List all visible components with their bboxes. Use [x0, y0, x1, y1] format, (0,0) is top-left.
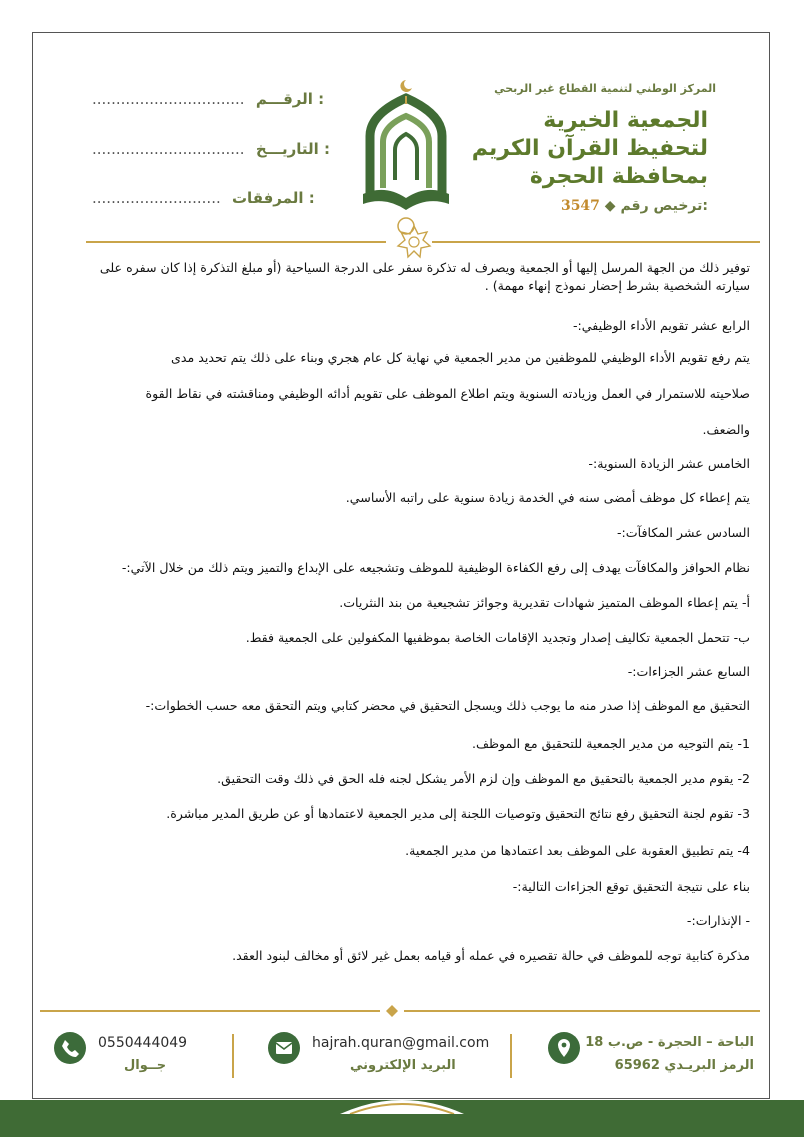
phone-label: جــوال — [124, 1058, 167, 1073]
address: الباحة – الحجرة - ص.ب 18 — [585, 1035, 754, 1050]
license-label: ◆ ترخيص رقم: — [604, 198, 708, 214]
footer-arch-ornament — [340, 1094, 464, 1114]
mail-icon — [268, 1032, 300, 1064]
section-15-title: الخامس عشر الزيادة السنوية:- — [588, 456, 750, 471]
date-field — [92, 140, 330, 158]
section-15-line1: يتم إعطاء كل موظف أمضى سنه في الخدمة زيادة سنوية على راتبه الأساسي. — [345, 490, 750, 505]
section-14-line3: والضعف. — [702, 422, 750, 437]
phone-icon — [54, 1032, 86, 1064]
email-label: البريد الإلكتروني — [350, 1058, 456, 1073]
footer-rule-left — [40, 1010, 380, 1012]
section-17-line1: التحقيق مع الموظف إذا صدر منه ما يوجب ذلك ويسجل التحقيق في محضر كتابي ويتم التحقق معه حسب الخطوات:- — [145, 698, 750, 713]
phone-number: 0550444049 — [98, 1035, 188, 1051]
org-name-line2: لتحفيظ القرآن الكريم — [471, 136, 708, 161]
section-17-step1: 1- يتم التوجيه من مدير الجمعية للتحقيق مع الموظف. — [471, 736, 750, 751]
section-14-line1: يتم رفع تقويم الأداء الوظيفي للموظفين من مدير الجمعية في نهاية كل عام هجري وبناء على ذلك يتم تحديد مدى — [171, 350, 750, 365]
warnings-line1: مذكرة كتابية توجه للموظف في حالة تقصيره في عمله أو قيامه بعمل غير لائق أو مخالف لبنود العقد. — [232, 948, 750, 963]
association-logo — [345, 76, 467, 236]
number-field — [92, 90, 324, 108]
section-16-item-b: ب- تتحمل الجمعية تكاليف إصدار وتجديد الإقامات الخاصة بموظفيها المكفولين على الجمعية فقط. — [245, 630, 750, 645]
postal-code: الرمز البريـدي 65962 — [614, 1058, 754, 1073]
footer-rule-right — [404, 1010, 760, 1012]
date-label: التاريـــخ : — [255, 140, 331, 158]
footer-separator-2 — [510, 1034, 512, 1078]
number-label: الرقـــم : — [255, 90, 325, 108]
section-14-title: الرابع عشر تقويم الأداء الوظيفي:- — [572, 318, 750, 333]
star-ornament-icon — [396, 224, 432, 260]
org-name-line1: الجمعية الخيرية — [543, 108, 708, 133]
diamond-ornament-icon — [385, 1004, 399, 1018]
date-dots: ................................ — [92, 140, 245, 158]
header-rule-left — [86, 241, 386, 243]
section-17-step3: 3- تقوم لجنة التحقيق رفع نتائج التحقيق وتوصيات اللجنة إلى مدير الجمعية لاعتمادها أو عن طريق المدير مباشرة. — [166, 806, 750, 821]
org-top: المركز الوطني لتنمية القطاع غير الربحي — [494, 82, 716, 95]
intro-paragraph: توفير ذلك من الجهة المرسل إليها أو الجمعية ويصرف له تذكرة سفر على الدرجة السياحية (أو مبلغ التذكرة إذا كان سفره على سيارته الشخصية بشرط إحضار نموذج إنهاء مهمة) . — [99, 260, 750, 293]
section-16-title: السادس عشر المكافآت:- — [616, 525, 750, 540]
section-17-step2: 2- يقوم مدير الجمعية بالتحقيق مع الموظف وإن لزم الأمر يشكل لجنه فله الحق في ذلك وقت التحقيق. — [217, 771, 750, 786]
footer-separator-1 — [232, 1034, 234, 1078]
number-dots: ................................ — [92, 90, 245, 108]
section-17-step4: 4- يتم تطبيق العقوبة على الموظف بعد اعتمادها من مدير الجمعية. — [405, 843, 750, 858]
section-16-line1: نظام الحوافز والمكافآت يهدف إلى رفع الكفاءة الوظيفية للموظف وتشجيعه على الإبداع والتميز ويتم ذلك من خلال الآتي:- — [121, 560, 750, 575]
org-name-line3: بمحافظة الحجرة — [529, 164, 708, 189]
section-17-title: السابع عشر الجزاءات:- — [627, 664, 750, 679]
license — [561, 198, 708, 214]
attachments-field — [92, 189, 315, 207]
email-address: hajrah.quran@gmail.com — [312, 1035, 490, 1051]
attachments-dots: ........................... — [92, 189, 221, 207]
license-number: 3547 — [560, 198, 600, 214]
location-icon — [548, 1032, 580, 1064]
section-14-line2: صلاحيته للاستمرار في العمل وزيادته السنوية ويتم اطلاع الموظف على تقويم أدائه الوظيفي ومناقشته في نقاط القوة — [145, 386, 750, 401]
warnings-title: - الإنذارات:- — [686, 913, 750, 928]
header-rule-right — [432, 241, 760, 243]
section-16-item-a: أ- يتم إعطاء الموظف المتميز شهادات تقديرية وجوائز تشجيعية من بند النثريات. — [339, 595, 750, 610]
attachments-label: المرفقات : — [231, 189, 315, 207]
section-17-result: بناء على نتيجة التحقيق توقع الجزاءات التالية:- — [512, 879, 750, 894]
